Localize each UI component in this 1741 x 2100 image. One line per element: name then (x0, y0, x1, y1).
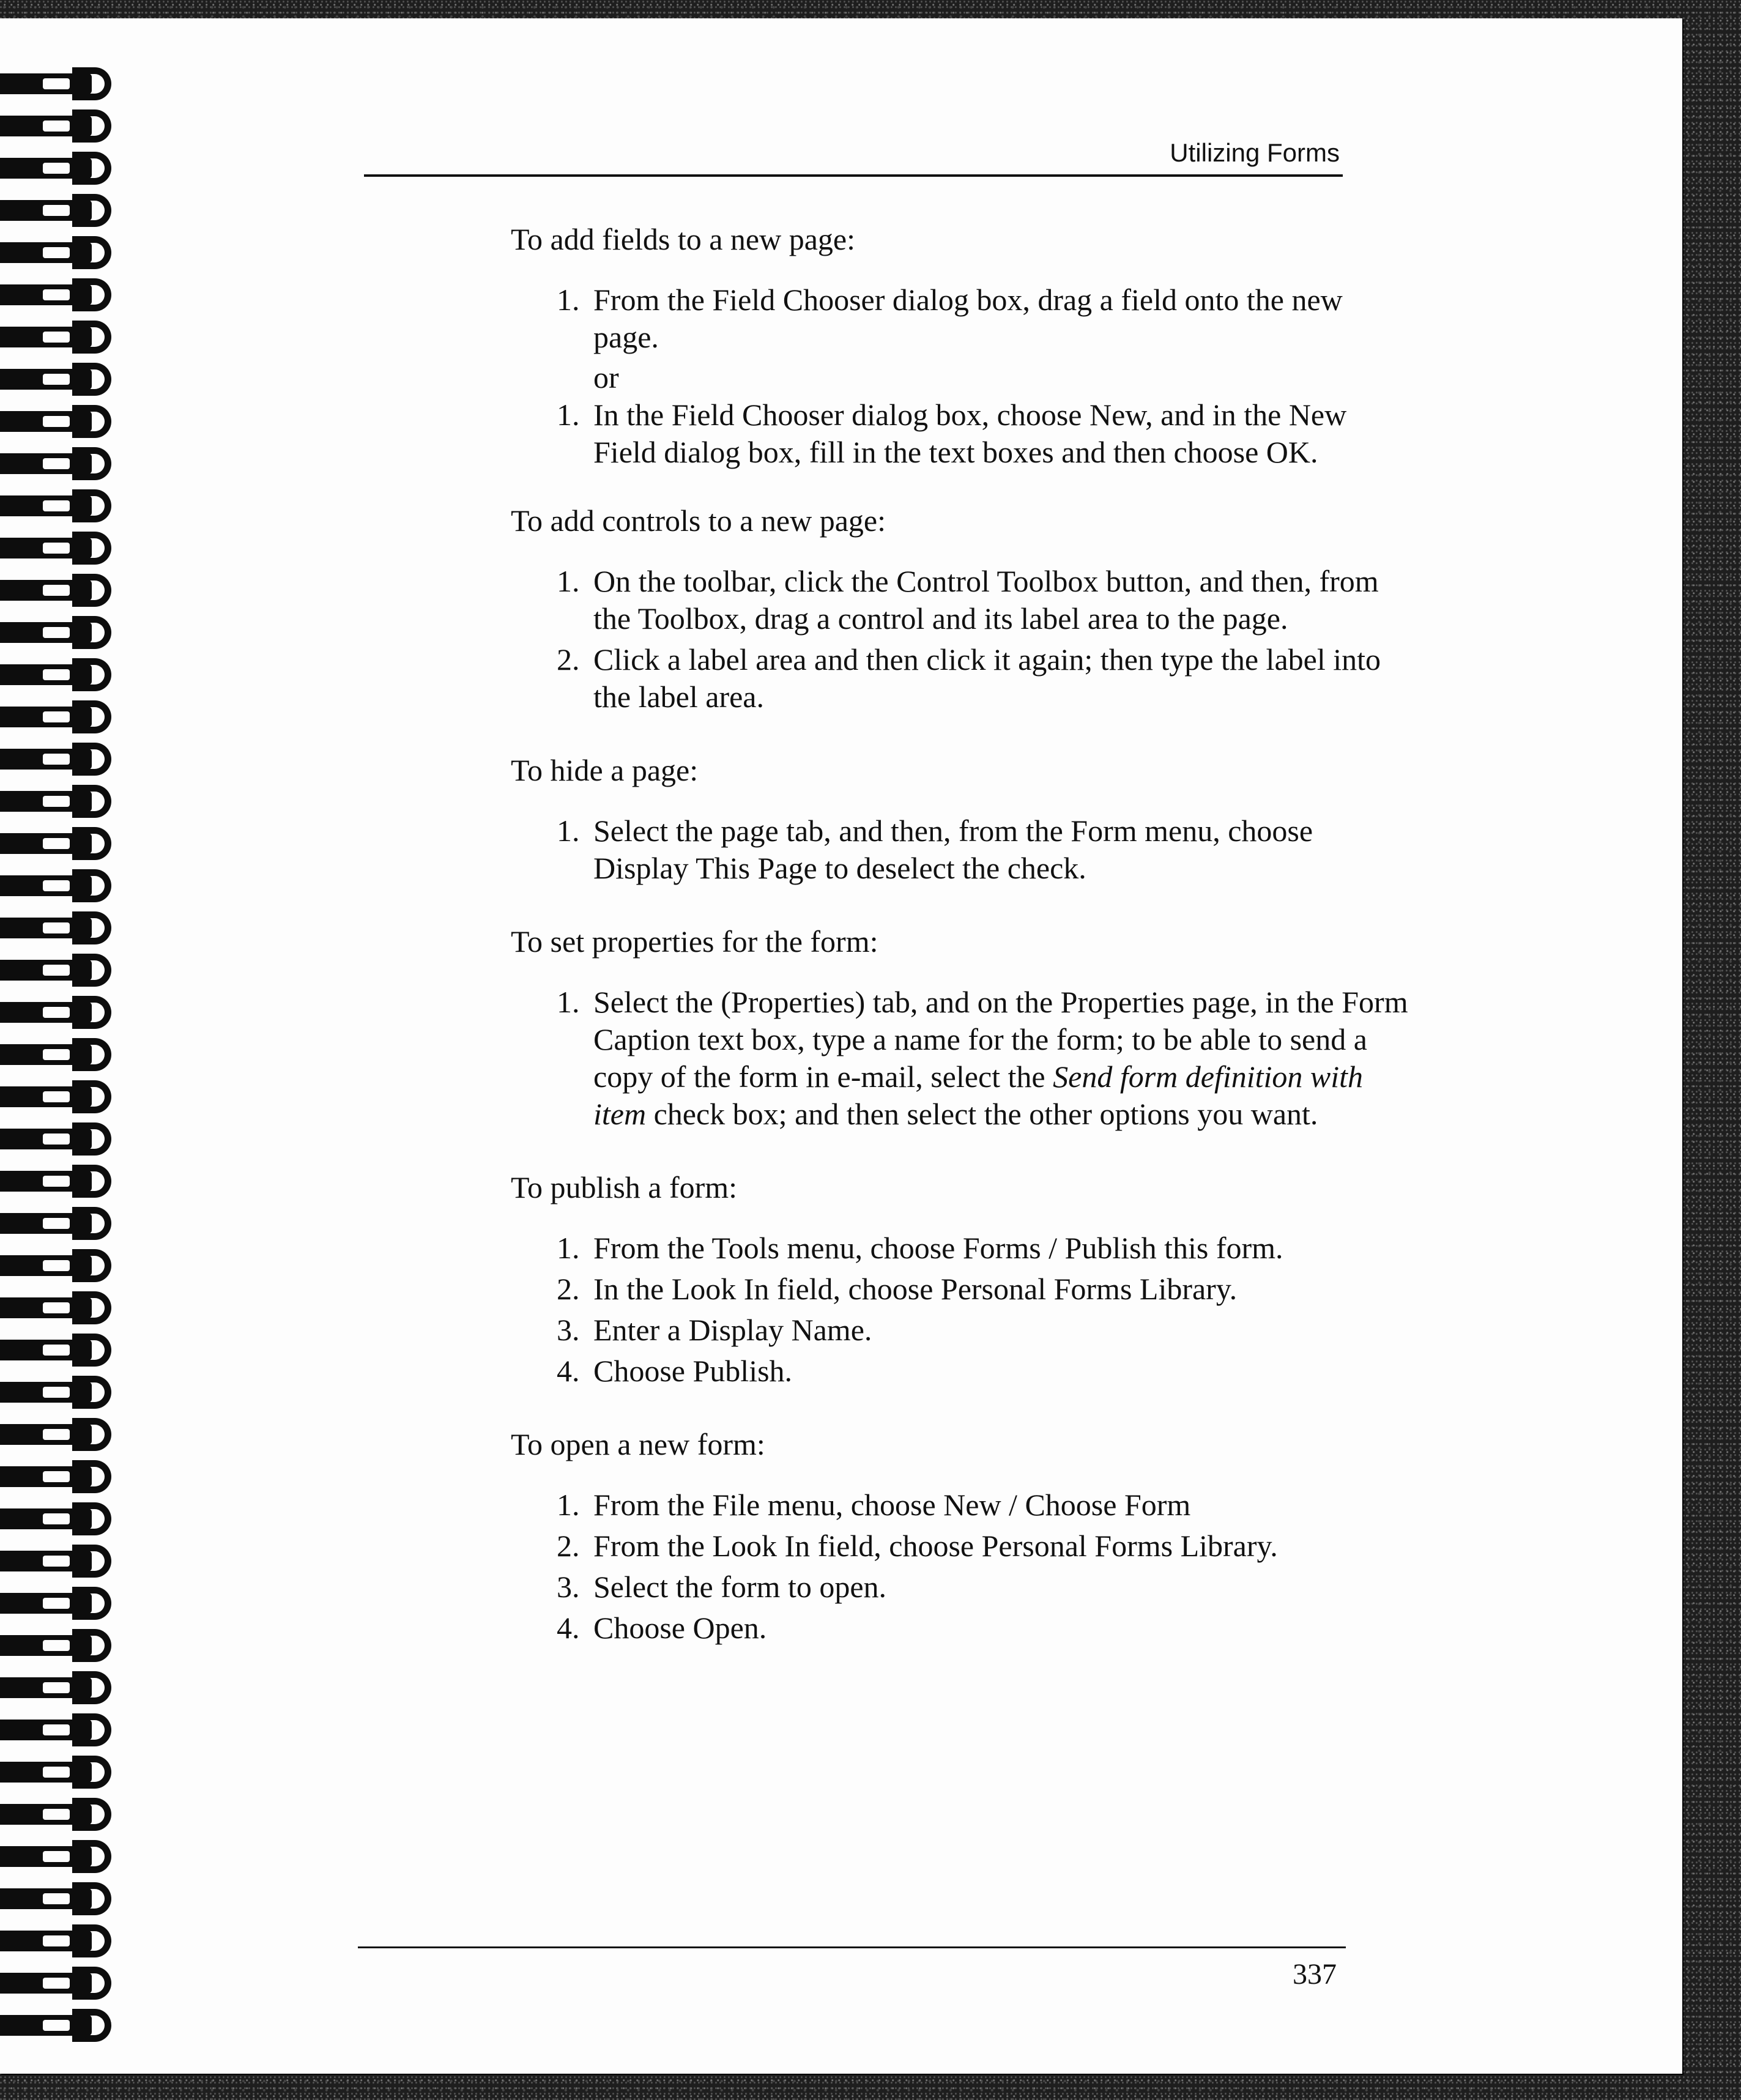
binding-ring (0, 1291, 122, 1326)
step-item (557, 812, 1410, 887)
binding-ring (0, 1502, 122, 1537)
running-header: Utilizing Forms (1170, 138, 1340, 167)
step-list (511, 984, 1410, 1133)
step-item (557, 984, 1410, 1133)
step-number: 4. (557, 1611, 580, 1645)
section-heading: To hide a page: (511, 753, 699, 787)
binding-ring (0, 194, 122, 228)
step-number: 3. (557, 1570, 580, 1604)
step-number: 2. (557, 642, 580, 677)
binding-ring (0, 236, 122, 270)
step-text: In the Field Chooser dialog box, choose New, and in the New Field dialog box, fill in the text boxes and then choose OK. (593, 398, 1347, 469)
step-text: In the Look In field, choose Personal Forms Library. (593, 1272, 1238, 1306)
step-text: Click a label area and then click it again; then type the label into the label area. (593, 642, 1381, 714)
header-rule (364, 174, 1343, 177)
step-list (511, 563, 1410, 716)
binding-ring (0, 1122, 122, 1157)
binding-ring (0, 1080, 122, 1115)
step-list (511, 1486, 1410, 1647)
step-item (557, 1527, 1410, 1565)
binding-ring (0, 1165, 122, 1199)
step-number: 4. (557, 1354, 580, 1388)
binding-ring (0, 1756, 122, 1790)
section-heading: To add controls to a new page: (511, 503, 886, 538)
step-text: From the Look In field, choose Personal Forms Library. (593, 1529, 1278, 1563)
binding-ring (0, 911, 122, 946)
book-page (0, 18, 1682, 2074)
section-add-controls (511, 502, 1410, 716)
binding-ring (0, 996, 122, 1030)
spiral-binding (0, 67, 122, 2055)
binding-ring (0, 1418, 122, 1452)
binding-ring (0, 2009, 122, 2043)
binding-ring (0, 1376, 122, 1410)
binding-ring (0, 1334, 122, 1368)
step-text: On the toolbar, click the Control Toolbox button, and then, from the Toolbox, drag a control and its label area to the page. (593, 564, 1379, 636)
section-heading: To publish a form: (511, 1170, 738, 1204)
binding-ring (0, 1587, 122, 1621)
binding-ring (0, 1629, 122, 1663)
step-text: Choose Publish. (593, 1354, 793, 1388)
binding-ring (0, 321, 122, 355)
binding-ring (0, 447, 122, 481)
binding-ring (0, 869, 122, 903)
step-text: Enter a Display Name. (593, 1313, 872, 1347)
step-item (557, 1568, 1410, 1606)
binding-ring (0, 109, 122, 144)
step-number: 1. (557, 564, 580, 598)
step-item (557, 1352, 1410, 1390)
step-text-part: Select the (Properties) tab, and on the Properties page, in the Form Caption text box, type a name for the form; to be able to send a copy of the form in e-mail, select the (593, 985, 1408, 1094)
binding-ring (0, 1545, 122, 1579)
step-text-part: check box; and then select the other options you want. (646, 1097, 1318, 1131)
binding-ring (0, 1207, 122, 1241)
section-add-fields (511, 220, 1410, 471)
binding-ring (0, 785, 122, 819)
section-hide-page (511, 751, 1410, 887)
step-text-italic: Send form definition with item (593, 1059, 1364, 1131)
step-text: Select the page tab, and then, from the Form menu, choose Display This Page to deselect the check. (593, 814, 1313, 885)
step-number: 3. (557, 1313, 580, 1347)
binding-ring (0, 1840, 122, 1874)
step-item (557, 563, 1410, 637)
binding-ring (0, 1038, 122, 1072)
step-item (557, 1230, 1410, 1267)
binding-ring (0, 1671, 122, 1705)
step-number: 2. (557, 1272, 580, 1306)
binding-ring (0, 1967, 122, 2001)
binding-ring (0, 405, 122, 439)
binding-ring (0, 1882, 122, 1916)
step-item (557, 281, 1410, 356)
binding-ring (0, 363, 122, 397)
binding-ring (0, 700, 122, 735)
step-text: Select the form to open. (593, 1570, 887, 1604)
section-form-properties (511, 922, 1410, 1133)
step-item (557, 1486, 1410, 1524)
step-item (557, 1312, 1410, 1349)
binding-ring (0, 152, 122, 186)
footer-rule (358, 1946, 1346, 1948)
binding-ring (0, 278, 122, 313)
step-text: From the Tools menu, choose Forms / Publish this form. (593, 1231, 1283, 1265)
step-item (557, 396, 1410, 471)
step-number: 1. (557, 398, 580, 432)
section-open-form (511, 1425, 1410, 1647)
binding-ring (0, 67, 122, 102)
binding-ring (0, 1924, 122, 1959)
binding-ring (0, 1713, 122, 1748)
section-heading: To open a new form: (511, 1427, 765, 1461)
step-number: 2. (557, 1529, 580, 1563)
page-content (511, 220, 1410, 1682)
binding-ring (0, 616, 122, 650)
binding-ring (0, 743, 122, 777)
section-publish-form (511, 1168, 1410, 1390)
step-text: From the File menu, choose New / Choose Form (593, 1488, 1191, 1522)
step-item (557, 1271, 1410, 1308)
binding-ring (0, 1798, 122, 1832)
binding-ring (0, 489, 122, 524)
binding-ring (0, 532, 122, 566)
step-list (511, 812, 1410, 887)
binding-ring (0, 658, 122, 692)
step-number: 1. (557, 283, 580, 317)
step-number: 1. (557, 1231, 580, 1265)
page-number: 337 (1293, 1958, 1337, 1991)
binding-ring (0, 954, 122, 988)
step-list (511, 281, 1410, 471)
step-number: 1. (557, 814, 580, 848)
step-number: 1. (557, 985, 580, 1019)
or-separator: or (593, 360, 619, 395)
step-item (557, 1609, 1410, 1647)
binding-ring (0, 827, 122, 861)
step-text: From the Field Chooser dialog box, drag a field onto the new page. (593, 283, 1343, 354)
step-list (511, 1230, 1410, 1390)
binding-ring (0, 574, 122, 608)
step-item (557, 641, 1410, 716)
section-heading: To set properties for the form: (511, 924, 878, 959)
binding-ring (0, 1249, 122, 1283)
step-text: Choose Open. (593, 1611, 767, 1645)
section-heading: To add fields to a new page: (511, 222, 855, 256)
step-number: 1. (557, 1488, 580, 1522)
binding-ring (0, 1460, 122, 1494)
